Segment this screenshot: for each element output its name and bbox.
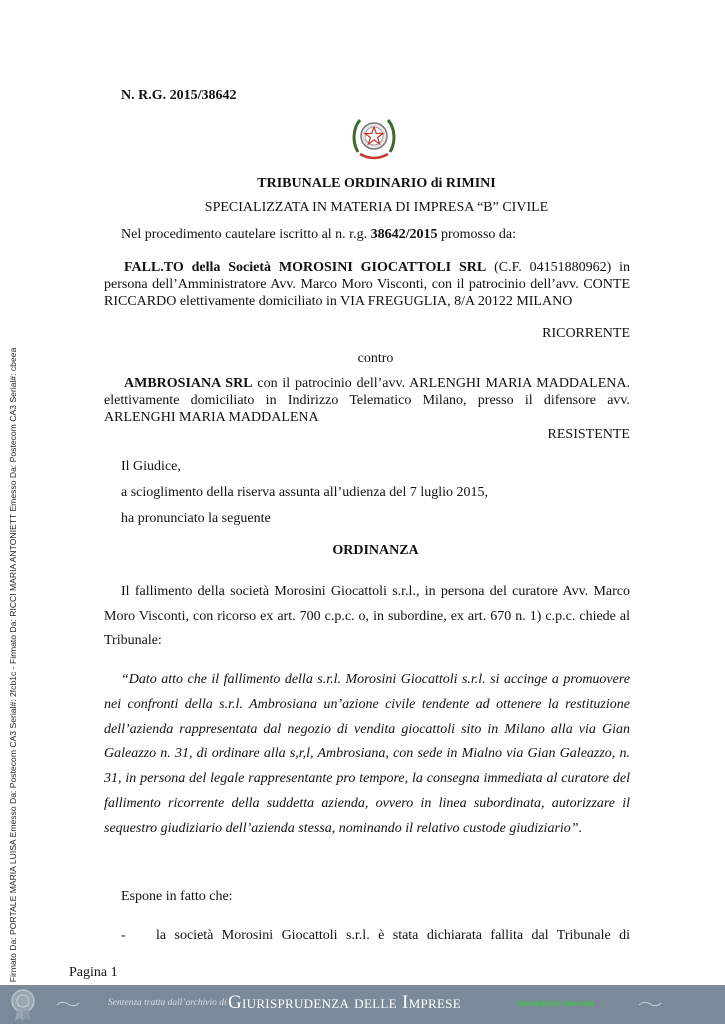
bullet-dash: - — [121, 928, 126, 943]
court-section: SPECIALIZZATA IN MATERIA DI IMPRESA “B” CIVILE — [204, 200, 549, 215]
footer-reserved-tag: riproduzione riservata — [517, 999, 594, 1008]
digital-signature-text: Firmato Da: PORTALE MARIA LUISA Emesso Da: Postecom CA3 Serial#: 2fcb1c - Firmato Da: RICCI MARIA ANTONIETT Emesso Da: Postecom CA3 Serial#: cbeea — [8, 347, 18, 983]
respondent-block: AMBROSIANA SRL con il patrocinio dell’avv. ARLENGHI MARIA MADDALENA. elettivamente domiciliato in Indirizzo Telematico Milano, presso il difensore avv. ARLENGHI MARIA MADDALENA — [104, 376, 630, 425]
quoted-request: “Dato atto che il fallimento della s.r.l. Morosini Giocattoli s.r.l. si accinge a promuovere nei confronti della s.r.l. Ambrosiana un’azione civile tendente ad ottenere la restituzione dell’azienda rappresentata dal negozio di vendita giocattoli sito in Milano alla via Gian Galeazzo n. 31, di ordinare alla s,r,l, Ambrosiana, con sede in Mialno via Gian Galeazzo, n. 31, in persona del legale rappresentante pro tempore, la consegna immediata al curatore del fallimento ricorrente della suddetta azienda, ovvero in linea subordinata, autorizzare il sequestro giudiziario dell’azienda stessa, nominando il relativo custode giudiziario”. — [104, 672, 630, 836]
proceeding-number: 38642/2015 — [370, 227, 438, 242]
rg-number: N. R.G. 2015/38642 — [121, 88, 237, 103]
italian-republic-emblem-icon — [350, 112, 398, 164]
proceeding-line: Nel procedimento cautelare iscritto al n. r.g. 38642/2015 promosso da: — [121, 227, 517, 242]
digital-signature-strip — [6, 345, 20, 985]
judge-line-3: ha pronunciato la seguente — [121, 511, 271, 526]
footer-title: Giurisprudenza delle Imprese — [228, 992, 461, 1013]
judge-line-2: a scioglimento della riserva assunta all’udienza del 7 luglio 2015, — [121, 485, 489, 500]
judge-line-1: Il Giudice, — [121, 459, 181, 474]
applicant-role: RICORRENTE — [542, 326, 630, 341]
versus-label: contro — [357, 351, 394, 366]
bullet-item: la società Morosini Giocattoli s.r.l. è stata dichiarata fallita dal Tribunale di — [156, 928, 630, 943]
wave-ornament-right-icon — [638, 999, 662, 1009]
applicant-name: FALL.TO della Società MOROSINI GIOCATTOLI SRL — [124, 260, 487, 275]
wave-ornament-left-icon — [56, 999, 80, 1009]
page-number: Pagina 1 — [69, 965, 118, 980]
facts-intro: Espone in fatto che: — [121, 889, 233, 904]
footer-archive-note: Sentenza tratta dall’archivio di — [108, 998, 227, 1008]
court-name: TRIBUNALE ORDINARIO di RIMINI — [257, 176, 496, 191]
archive-seal-icon — [8, 987, 38, 1022]
ordinance-heading: ORDINANZA — [332, 543, 419, 558]
applicant-block: FALL.TO della Società MOROSINI GIOCATTOLI SRL (C.F. 04151880962) in persona dell’Amministratore Avv. Marco Moro Visconti, con il patrocinio dell’avv. CONTE RICCARDO elettivamente domiciliato in VIA FREGUGLIA, 8/A 20122 MILANO — [104, 260, 630, 309]
paragraph-petition: Il fallimento della società Morosini Giocattoli s.r.l., in persona del curatore Avv. Marco Moro Visconti, con ricorso ex art. 700 c.p.c. o, in subordine, ex art. 670 n. 1) c.p.c. chiede al Tribunale: — [104, 584, 630, 648]
archive-footer-banner — [0, 985, 725, 1024]
respondent-name: AMBROSIANA SRL — [124, 376, 253, 391]
respondent-role: RESISTENTE — [547, 427, 630, 442]
